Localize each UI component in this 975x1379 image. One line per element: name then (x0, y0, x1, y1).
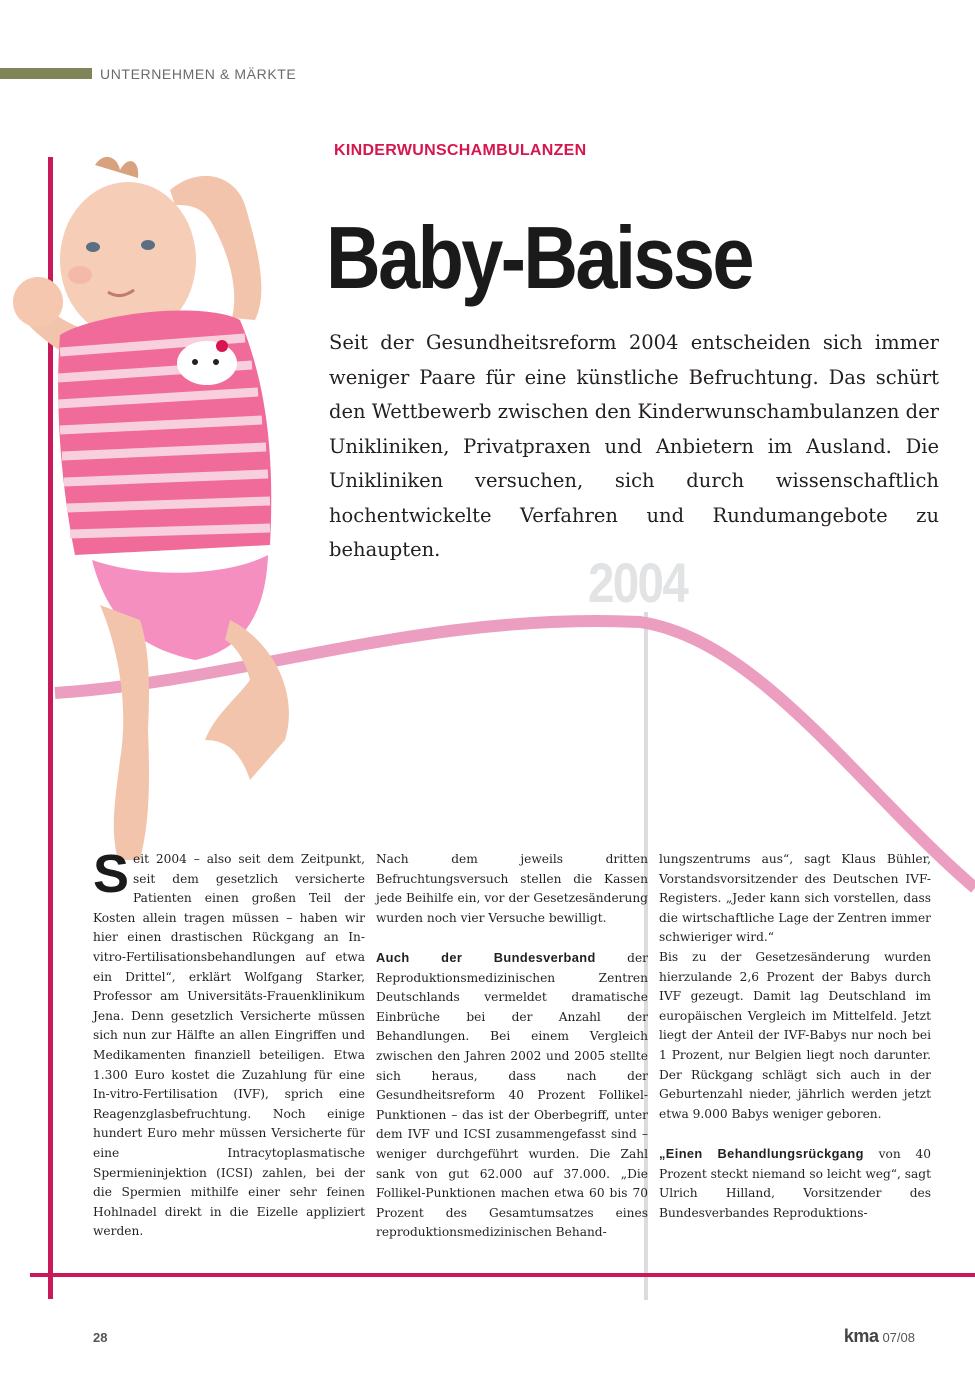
column-1-paragraph (93, 844, 365, 1242)
article-column-2 (376, 850, 648, 1243)
article-kicker: KINDERWUNSCHAMBULANZEN (334, 142, 587, 159)
magazine-footer (844, 1326, 915, 1347)
column-1-text: eit 2004 – also seit dem Zeitpunkt, seit dem gesetzlich versicherte Patienten einen großen Teil der Kosten allein tragen müssen – haben wir hier einen drastischen Rückgang an In-vitro-Fertilisationsbehandlungen auf etwa ein Drittel“, erklärt Wolfgang Starker, Professor am Universitäts-Frauenklinikum Jena. Denn gesetzlich Versicherte müssen sich nun zur Hälfte an allen Eingriffen und Medikamenten finanziell beteiligen. Etwa 1.300 Euro kostet die Zuzahlung für eine In-vitro-Fertilisation (IVF), sprich eine Reagenzglasbefruchtung. Noch einige hundert Euro mehr müssen Versicherte für eine Intracytoplasmatische Spermieninjektion (ICSI) zahlen, bei der die Spermien mithilfe einer sehr feinen Hohlnadel direkt in die Eizelle appliziert werden. (93, 852, 365, 1239)
article-headline: Baby-Baisse (326, 208, 752, 307)
section-label: UNTERNEHMEN & MÄRKTE (100, 66, 297, 82)
run-in-heading: „Einen Behandlungsrückgang (659, 1145, 864, 1161)
column-3-paragraph-3 (659, 1144, 931, 1223)
article-column-3 (659, 850, 931, 1223)
run-in-heading: Auch der Bundesverband (376, 949, 596, 965)
baby-photo (0, 140, 320, 860)
page-number: 28 (93, 1330, 108, 1345)
column-2-paragraph-2-text: der Reproduktionsmedizinischen Zentren Deutschlands vermeldet dramatische Einbrüche bei der Anzahl der Behandlungen. Bei einem Vergleich zwischen den Jahren 2002 und 2005 stellte sich heraus, dass nach der Gesundheitsreform 40 Prozent Follikel-Punktionen – das ist der Oberbegriff, unter dem IVF und ICSI zusammengefasst sind – weniger durchgeführt wurden. Die Zahl sank von gut 62.000 auf 37.000. „Die Follikel-Punktionen machen etwa 60 bis 70 Prozent des Gesamtumsatzes eines reproduktionsmedizinischen Behand- (376, 950, 649, 1240)
kma-logo: kma (843, 1326, 879, 1346)
column-3-paragraph-1: lungszentrums aus“, sagt Klaus Bühler, Vorstandsvorsitzender des Deutschen IVF-Registers. „Jeder kann sich vorstellen, dass die wirtschaftliche Lage der Zentren immer schwieriger wird.“ (659, 852, 931, 945)
column-2-paragraph-2 (376, 948, 648, 1243)
bottom-rule (30, 1273, 975, 1277)
article-column-1 (93, 844, 365, 1242)
column-2-paragraph-1: Nach dem jeweils dritten Befruchtungsversuch stellen die Kassen jede Beihilfe ein, vor der Gesetzesänderung wurden noch vier Versuche bewilligt. (376, 852, 648, 925)
issue-number: 07/08 (882, 1330, 915, 1345)
column-3-paragraph-2: Bis zu der Gesetzesänderung wurden hierzulande 2,6 Prozent der Babys durch IVF gezeugt. Damit lag Deutschland im europäischen Vergleich im Mittelfeld. Jetzt liegt der Anteil der IVF-Babys nur noch bei 1 Prozent, nur Belgien liegt noch darunter. Der Rückgang schlägt sich auch in der Geburtenzahl nieder, jährlich werden jetzt etwa 9.000 Babys weniger geboren. (659, 949, 931, 1121)
drop-cap: S (93, 844, 130, 904)
article-lead: Seit der Gesundheitsreform 2004 entscheiden sich immer weniger Paare für eine künstliche Befruchtung. Das schürt den Wettbewerb zwischen den Kinderwunschambulanzen der Unikliniken, Privatpraxen und Anbietern im Ausland. Die Unikliniken versuchen, sich durch wissenschaftlich hochentwickelte Verfahren und Rundumangebote zu behaupten. (329, 331, 939, 561)
column-3-paragraph-3-text: von 40 Prozent steckt niemand so leicht weg“, sagt Ulrich Hilland, Vorsitzender des Bundesverbandes Reproduktions- (659, 1146, 931, 1220)
year-label: 2004 (588, 551, 688, 614)
